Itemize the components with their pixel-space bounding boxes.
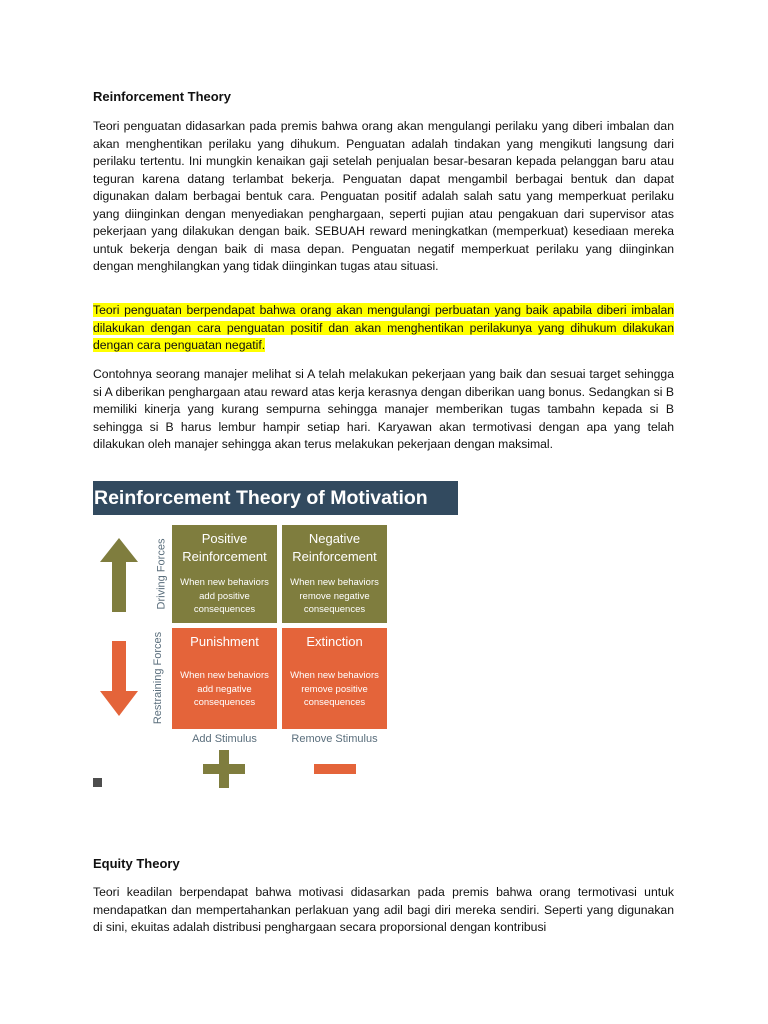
minus-icon — [314, 764, 356, 774]
driving-forces-label: Driving Forces — [155, 538, 168, 610]
reinforcement-figure — [93, 481, 458, 793]
paragraph-equity-intro: Teori keadilan berpendapat bahwa motivasi didasarkan pada premis bahwa orang termotivasi untuk mendapatkan dan mempertahankan perlakuan yang adil bagi diri mereka sendiri. Seperti yang digunakan di sini, ekuitas adalah distribusi penghargaan secara proporsional dengan kontribusi — [93, 885, 674, 934]
cell-extinction — [282, 628, 387, 729]
cell-description: When new behaviors add negative consequences — [180, 670, 269, 708]
cell-description: When new behaviors remove negative consequences — [290, 577, 379, 615]
cell-title: Extinction — [306, 634, 363, 649]
paragraph-example: Contohnya seorang manajer melihat si A telah melakukan pekerjaan yang baik dan sesuai target sehingga si A diberikan penghargaan atau reward atas kerja kerasnya dengan diberikan uang bonus. Sedangkan si B memiliki kinerja yang kurang sempurna sehingga manajer memberikan tugas tambahn kepada si B sehingga si B harus lembur hampir setiap hari. Karyawan akan termotivasi dengan apa yang telah dilakukan oleh manajer sehingga akan terus melakukan pekerjaan dengan maksimal. — [93, 367, 674, 451]
cell-description: When new behaviors add positive consequences — [180, 577, 269, 615]
plus-icon — [203, 750, 245, 788]
restraining-forces-label: Restraining Forces — [152, 631, 165, 725]
down-arrow-icon — [100, 641, 138, 716]
cell-title: Positive Reinforcement — [182, 531, 267, 564]
up-arrow-icon — [100, 538, 138, 612]
add-stimulus-label: Add Stimulus — [192, 733, 257, 745]
figure-title: Reinforcement Theory of Motivation — [93, 481, 458, 515]
cell-positive-reinforcement — [172, 525, 277, 623]
cell-title: Punishment — [190, 634, 259, 649]
corner-badge-icon — [93, 778, 102, 787]
section-heading-reinforcement: Reinforcement Theory — [93, 89, 231, 104]
highlighted-paragraph — [93, 302, 674, 355]
remove-stimulus-label: Remove Stimulus — [291, 733, 378, 745]
cell-negative-reinforcement — [282, 525, 387, 623]
cell-punishment — [172, 628, 277, 729]
highlighted-text: Teori penguatan berpendapat bahwa orang akan mengulangi perbuatan yang baik apabila diberi imbalan dilakukan dengan cara penguatan positif dan akan menghentikan perilakunya yang dihukum dilakukan dengan cara penguatan negatif. — [93, 303, 674, 352]
cell-title: Negative Reinforcement — [292, 531, 377, 564]
cell-description: When new behaviors remove positive consequences — [290, 670, 379, 708]
paragraph-reinforcement-intro: Teori penguatan didasarkan pada premis bahwa orang akan mengulangi perilaku yang diberi imbalan dan akan menghentikan perilaku yang dihukum. Penguatan adalah tindakan yang mengikuti langsung dari perilaku tertentu. Ini mungkin kenaikan gaji setelah penjualan besar-besaran kepada pelanggan baru atau teguran karena datang terlambat bekerja. Penguatan dapat mengambil berbagai bentuk dan dapat digunakan dalam berbagai bentuk cara. Penguatan positif adalah salah satu yang memperkuat perilaku yang diinginkan dengan menyediakan penghargaan, seperti pujian atau pengakuan dari supervisor atas pekerjaan yang dilakukan dengan baik. SEBUAH reward meningkatkan (memperkuat) kesediaan mereka untuk bekerja dengan baik di masa depan. Penguatan negatif memperkuat perilaku yang diinginkan dengan menghilangkan yang tidak diinginkan tugas atau situasi. — [93, 119, 674, 273]
section-heading-equity: Equity Theory — [93, 856, 180, 871]
